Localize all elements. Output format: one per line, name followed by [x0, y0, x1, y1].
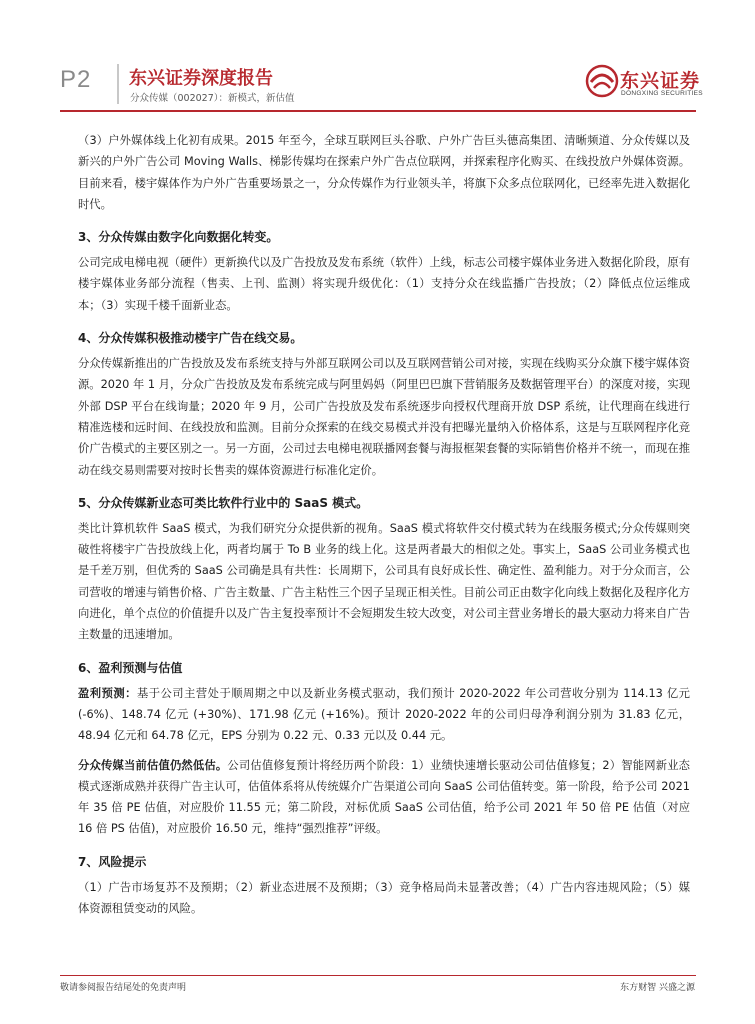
page-number: P2 [60, 66, 92, 93]
header-divider [117, 64, 119, 104]
para-outdoor-media: （3）户外媒体线上化初有成果。2015 年至今，全球互联网巨头谷歌、户外广告巨头德高集团、清晰频道、分众传媒以及新兴的户外广告公司 Moving Walls、梯影传媒均在探索户外广告点位联网，并探索程序化购买、在线投放户外媒体资源。目前来看，楼宇媒体作为户外广告重要场景之一，分众传媒作为行业领头羊，将旗下众多点位联网化，已经率先进入数据化时代。 [78, 134, 690, 211]
forecast-body: 基于公司主营处于顺周期之中以及新业务模式驱动，我们预计 2020-2022 年公司营收分别为 114.13 亿元(-6%)、148.74 亿元 (+30%)、171.98 亿元 (+16%)。预计 2020-2022 年的公司归母净利润分别为 31.83 亿元，48.94 亿元和 64.78 亿元，EPS 分别为 0.22 元、0.33 元以及 0.44 元。 [78, 686, 690, 743]
section-3-body: 公司完成电梯电视（硬件）更新换代以及广告投放及发布系统（软件）上线，标志公司楼宇媒体业务进入数据化阶段，原有楼宇媒体业务部分流程（售卖、上刊、监测）将实现升级优化：（1）支持分众在线监播广告投放；（2）降低点位运维成本；（3）实现千楼千面新业态。 [78, 256, 690, 312]
section-6-title: 6、盈利预测与估值 [78, 660, 183, 675]
page-header [0, 0, 755, 110]
report-body [78, 130, 690, 919]
report-title: 东兴证券深度报告 [129, 68, 273, 89]
report-subtitle: 分众传媒（002027）：新模式，新估值 [130, 93, 295, 104]
valuation-lead: 分众传媒当前估值仍然低估。 [78, 758, 228, 772]
header-rule [60, 110, 696, 112]
logo-text-en: DONGXING SECURITIES [621, 90, 703, 97]
section-6-valuation [78, 755, 690, 840]
footer-disclaimer: 敬请参阅报告结尾处的免责声明 [60, 983, 187, 993]
section-6-forecast [78, 683, 690, 747]
section-7-title: 7、风险提示 [78, 854, 147, 869]
section-4-title: 4、分众传媒积极推动楼宇广告在线交易。 [78, 331, 303, 346]
section-5-body: 类比计算机软件 SaaS 模式，为我们研究分众提供新的视角。SaaS 模式将软件交付模式转为在线服务模式;分众传媒则突破性将楼宇广告投放线上化，两者均属于 To B 业务的线上化。这是两者最大的相似之处。事实上，SaaS 公司业务模式也是千差万别，但优秀的 SaaS 公司确是具有共性：长周期下，公司具有良好成长性、确定性、盈利能力。对于分众而言，公司营收的增速与销售价格、广告主数量、广告主粘性三个因子呈现正相关性。目前公司正由数字化向线上数据化及程序化方向进化，单个点位的价值提升以及广告主复投率预计不会短期发生较大改变，对公司主营业务增长的最大驱动力将来自广告主数量的迅速增加。 [78, 521, 690, 642]
section-5-title: 5、分众传媒新业态可类比软件行业中的 SaaS 模式。 [78, 495, 369, 510]
forecast-lead: 盈利预测： [78, 686, 137, 700]
section-7-body: （1）广告市场复苏不及预期；（2）新业态进展不及预期；（3）竞争格局尚未显著改善；（4）广告内容违规风险；（5）媒体资源租赁变动的风险。 [78, 880, 690, 916]
logo-text-cn: 东兴证券 [620, 70, 701, 92]
section-4-body: 分众传媒新推出的广告投放及发布系统支持与外部互联网公司以及互联网营销公司对接，实现在线购买分众旗下楼宇媒体资源。2020 年 1 月，分众广告投放及发布系统完成与阿里妈妈（阿里巴巴旗下营销服务及数据管理平台）的深度对接，实现外部 DSP 平台在线询量；2020 年 9 月，公司广告投放及发布系统逐步向授权代理商开放 DSP 系统，让代理商在线进行精准选楼和远时间、在线投放和监测。目前分众探索的在线交易模式并没有把曝光量纳入价格体系，这是与互联网程序化竞价广告模式的主要区别之一。另一方面，公司过去电梯电视联播网套餐与海报框架套餐的实际销售价格并不统一，而现在推动在线交易则需要对按时长售卖的媒体资源进行标准化定价。 [78, 357, 690, 477]
footer-rule [60, 975, 696, 976]
section-3-title: 3、分众传媒由数字化向数据化转变。 [78, 230, 279, 245]
footer-slogan: 东方财智 兴盛之源 [620, 983, 695, 993]
valuation-body: 公司估值修复预计将经历两个阶段：1）业绩快速增长驱动公司估值修复；2）智能网新业态模式逐渐成熟并获得广告主认可，估值体系将从传统媒介广告渠道公司向 SaaS 公司估值转变。第一阶段，给予公司 2021 年 35 倍 PE 估值，对应股价 11.55 元；第二阶段，对标优质 SaaS 公司估值，给予公司 2021 年 50 倍 PE 估值（对应 16 倍 PS 估值)，对应股价 16.50 元，维持“强烈推荐”评级。 [78, 758, 690, 836]
